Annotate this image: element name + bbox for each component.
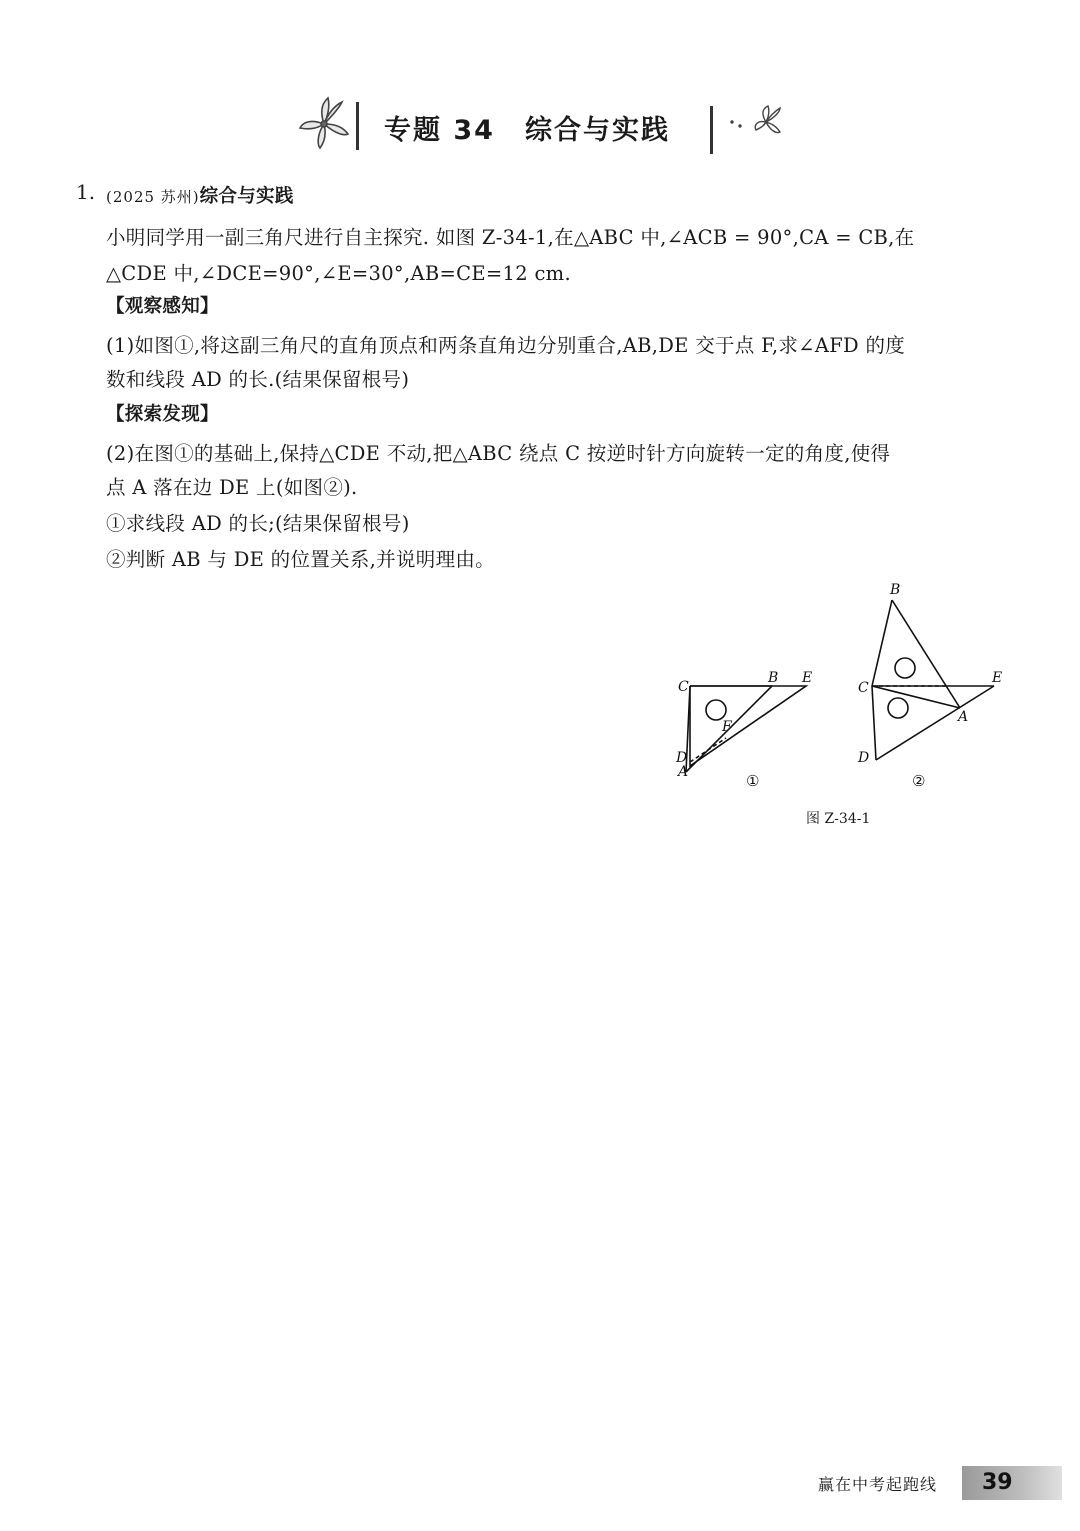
- fig1-dashed-ad: [690, 738, 726, 762]
- flower-decoration-icon: [298, 96, 350, 150]
- fig2-label-c: C: [858, 680, 869, 696]
- fig1-label-a: A: [678, 764, 689, 780]
- question-2-sub-1: ①求线段 AD 的长;(结果保留根号): [106, 512, 410, 535]
- header-divider-right: [710, 106, 713, 154]
- fig2-side-ca: [872, 686, 960, 708]
- figure-caption: 图 Z-34-1: [806, 811, 871, 827]
- problem-number: 1.: [76, 180, 96, 204]
- page-header: [0, 96, 1080, 156]
- fig2-label-b: B: [890, 582, 901, 598]
- question-1-line-1: (1)如图①,将这副三角尺的直角顶点和两条直角边分别重合,AB,DE 交于点 F,求∠AFD 的度: [106, 334, 906, 357]
- fig1-label-c: C: [678, 679, 689, 695]
- header-divider-left: [356, 102, 359, 150]
- fig2-label-e: E: [992, 670, 1003, 686]
- fig2-mark: ②: [912, 772, 926, 788]
- fig1-label-b: B: [768, 670, 779, 686]
- fig2-ruler-hole-bottom: [888, 698, 908, 718]
- fig2-side-cd: [872, 686, 876, 760]
- question-2-line-1: (2)在图①的基础上,保持△CDE 不动,把△ABC 绕点 C 按逆时针方向旋转一定的角度,使得: [106, 442, 891, 465]
- fig2-ruler-hole-top: [895, 658, 915, 678]
- fig1-triangle-cde: [690, 686, 806, 766]
- fig2-side-cb: [872, 600, 892, 686]
- problem-source: (2025 苏州): [106, 188, 200, 206]
- problem-text-line-1: 小明同学用一副三角尺进行自主探究. 如图 Z-34-1,在△ABC 中,∠ACB = 90°,CA = CB,在: [106, 226, 915, 249]
- question-1-line-2: 数和线段 AD 的长.(结果保留根号): [106, 368, 410, 391]
- page-number: 39: [982, 1470, 1013, 1495]
- fig1-mark: ①: [746, 772, 760, 788]
- fig1-label-e: E: [802, 670, 813, 686]
- problem-text-line-2: △CDE 中,∠DCE=90°,∠E=30°,AB=CE=12 cm.: [106, 262, 571, 285]
- fig2-side-ba: [892, 600, 960, 708]
- page-title: [384, 108, 670, 147]
- fig1-label-f: F: [722, 719, 732, 735]
- fig2-label-d: D: [858, 750, 870, 766]
- fig2-label-a: A: [958, 709, 969, 725]
- fig1-ruler-hole: [706, 700, 726, 720]
- question-2-line-2: 点 A 落在边 DE 上(如图②).: [106, 476, 358, 499]
- footer-slogan: 赢在中考起跑线: [818, 1475, 938, 1494]
- topic-title: 综合与实践: [524, 115, 670, 146]
- geometry-figure: [668, 578, 1028, 788]
- section-observe: 【观察感知】: [106, 296, 219, 317]
- flower-small-icon: [726, 104, 786, 140]
- problem-source-line: [106, 182, 294, 208]
- fig1-label-d: D: [676, 750, 688, 766]
- question-2-sub-2: ②判断 AB 与 DE 的位置关系,并说明理由。: [106, 548, 495, 571]
- problem-category: 综合与实践: [199, 186, 294, 207]
- topic-number: 专题 34: [384, 115, 495, 146]
- section-explore: 【探索发现】: [106, 404, 219, 425]
- fig2-side-de: [876, 686, 994, 760]
